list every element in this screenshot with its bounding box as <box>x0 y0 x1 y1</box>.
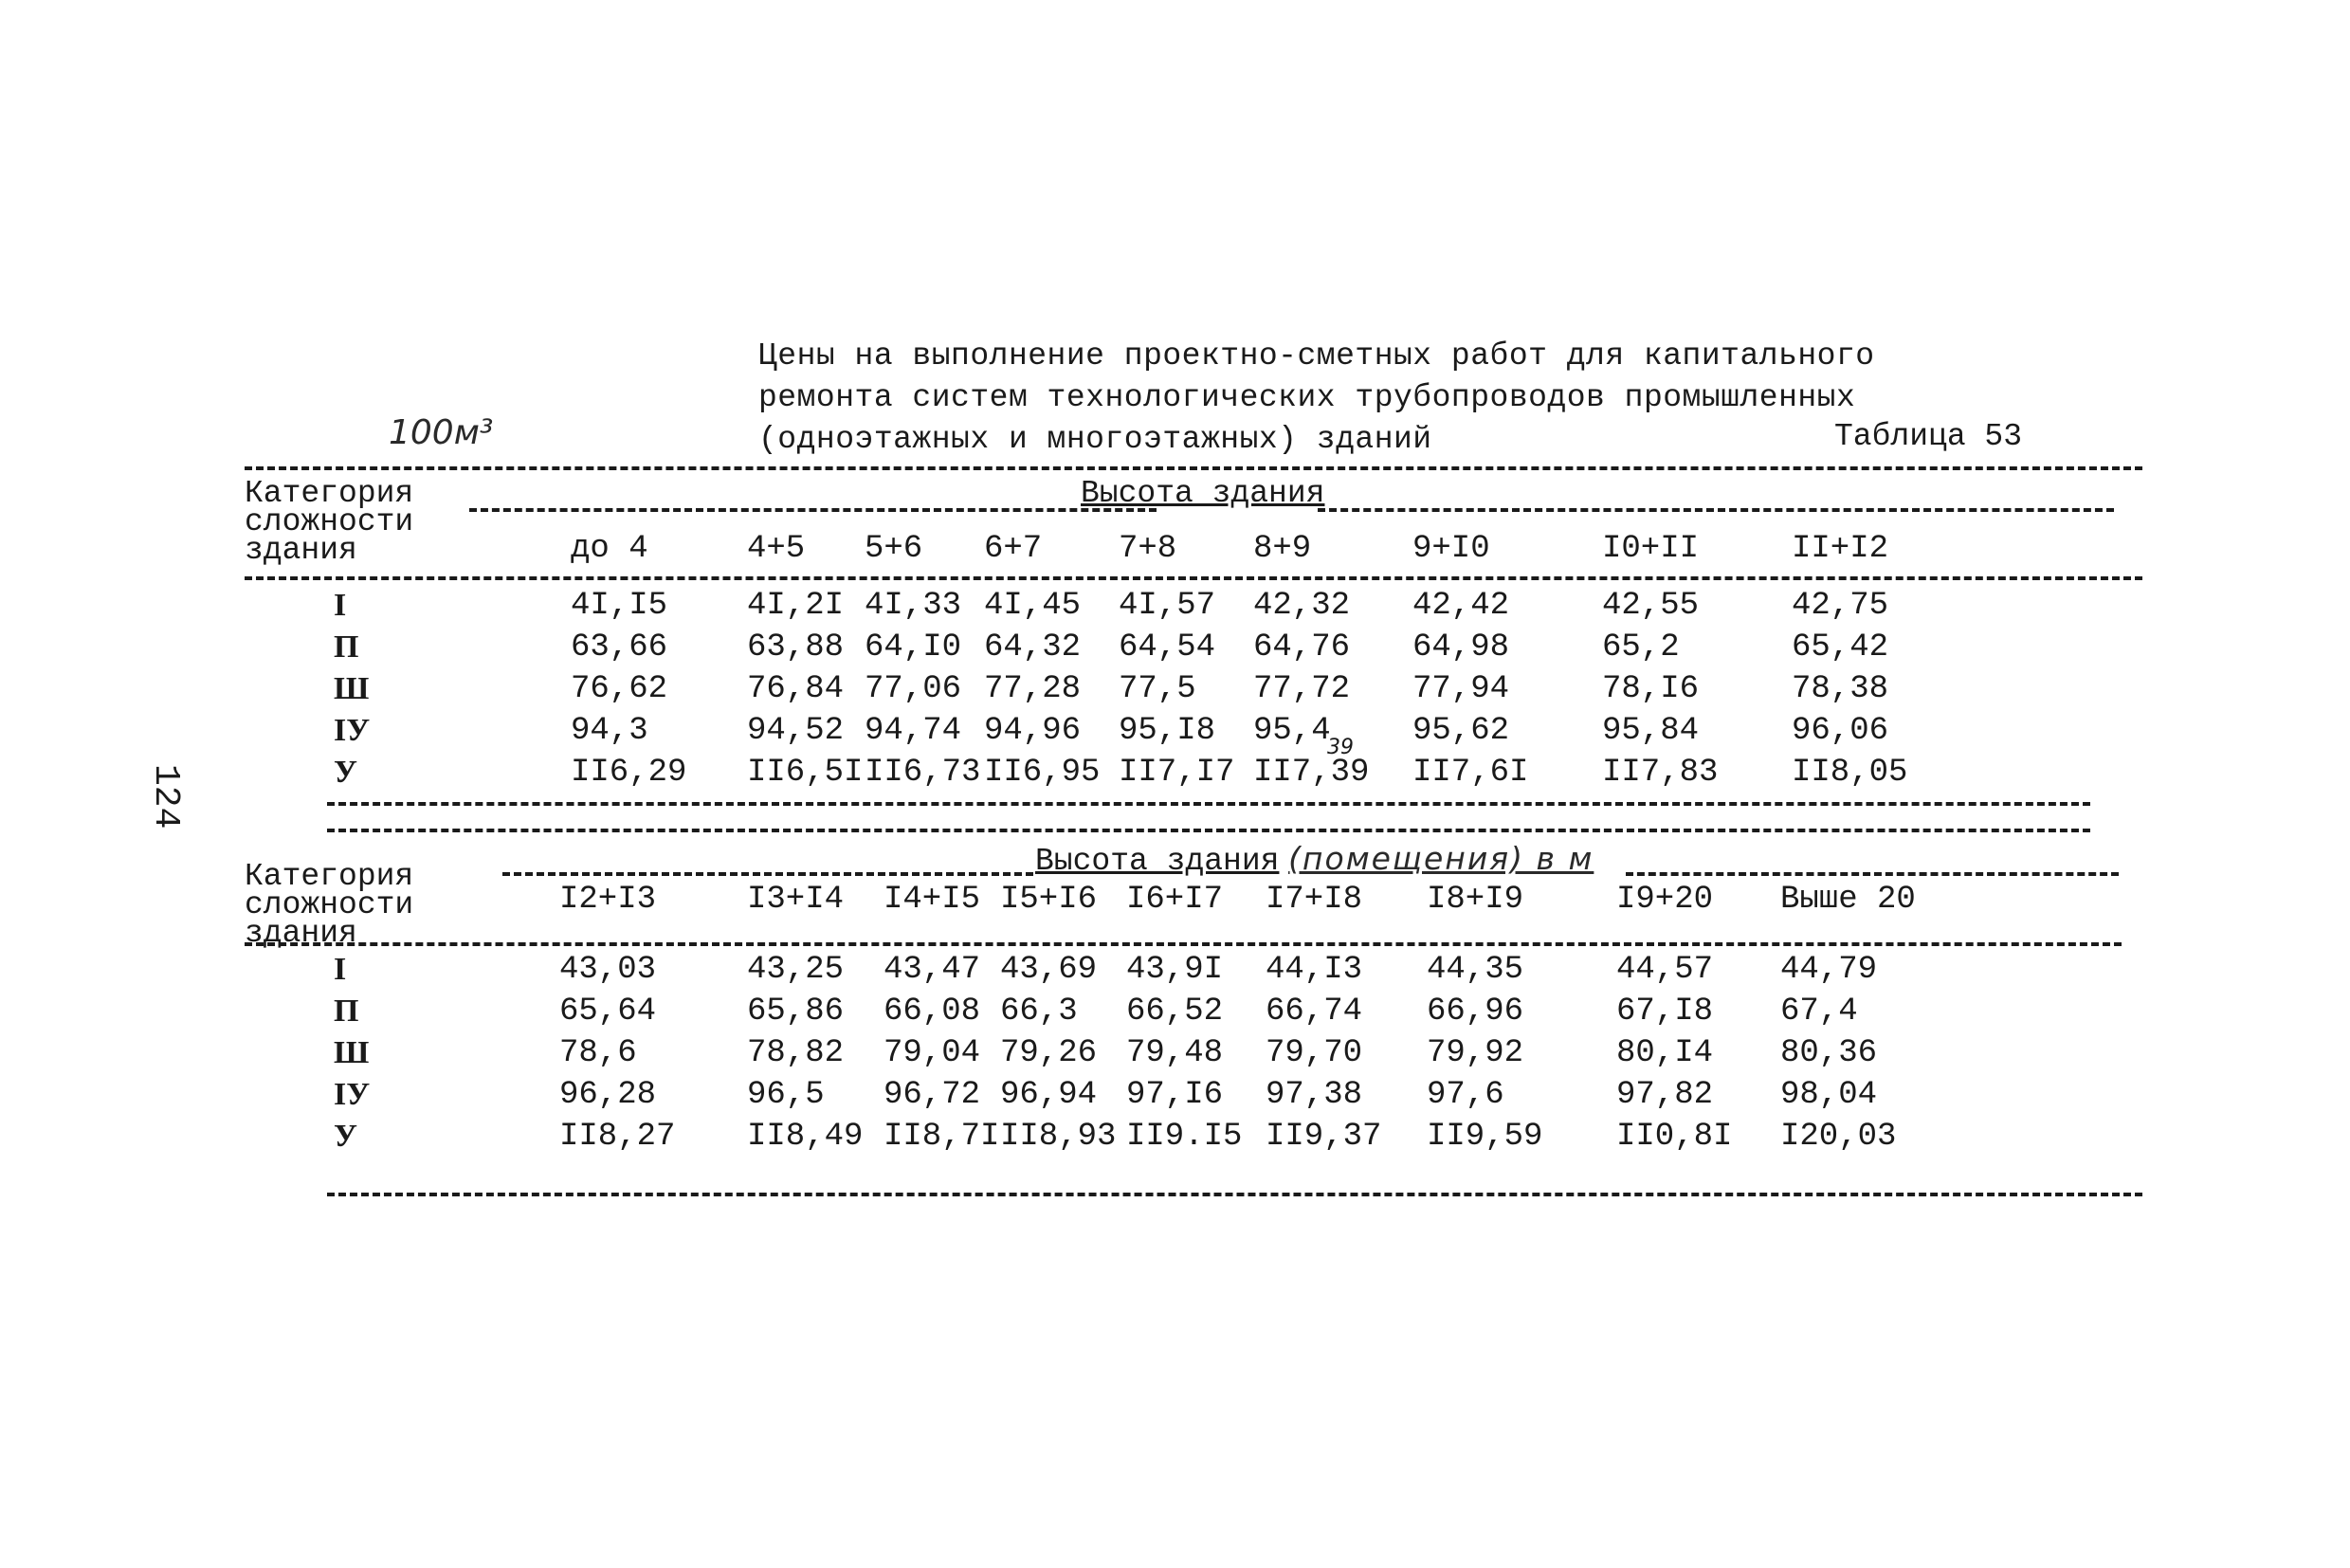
table-cell: II8,93 <box>1000 1119 1117 1155</box>
table-cell: 96,28 <box>559 1077 657 1113</box>
category-header-1 <box>245 476 414 568</box>
table-cell: 80,I4 <box>1616 1035 1714 1071</box>
table-cell: 64,I0 <box>865 629 962 665</box>
table-cell: 94,96 <box>984 713 1082 749</box>
table-cell: 79,04 <box>884 1035 981 1071</box>
table-cell: II6,95 <box>984 755 1101 791</box>
column-header: I6+I7 <box>1126 882 1224 918</box>
group-header-2 <box>1035 840 1594 879</box>
table-cell: II9.I5 <box>1126 1119 1243 1155</box>
table-cell: 44,79 <box>1780 952 1878 988</box>
row-label: IУ <box>334 1077 371 1112</box>
table-cell: 43,69 <box>1000 952 1098 988</box>
table-cell: 67,4 <box>1780 994 1858 1030</box>
rule-table2-bottom <box>327 1193 2142 1196</box>
table-cell: 66,74 <box>1266 994 1363 1030</box>
row-label: Ш <box>334 671 370 706</box>
column-header: I8+I9 <box>1427 882 1524 918</box>
table-cell: 97,82 <box>1616 1077 1714 1113</box>
page-number: 124 <box>145 764 186 830</box>
table-cell: 42,32 <box>1253 588 1351 624</box>
table-cell: 43,47 <box>884 952 981 988</box>
table-cell: 65,2 <box>1602 629 1680 665</box>
table-cell: II9,37 <box>1266 1119 1382 1155</box>
column-header: I0+II <box>1602 531 1700 567</box>
column-header: до 4 <box>571 531 648 567</box>
table-cell: 66,96 <box>1427 994 1524 1030</box>
table-cell: 64,76 <box>1253 629 1351 665</box>
table-cell: 98,04 <box>1780 1077 1878 1113</box>
table-cell: 42,75 <box>1792 588 1889 624</box>
table-cell: II9,59 <box>1427 1119 1543 1155</box>
table-number: Таблица 53 <box>1834 419 2023 454</box>
column-header: 5+6 <box>865 531 923 567</box>
table-cell: 44,I3 <box>1266 952 1363 988</box>
table-cell: 78,I6 <box>1602 671 1700 707</box>
table-cell: 94,52 <box>747 713 845 749</box>
row-label: I <box>334 588 347 623</box>
title-line-3: (одноэтажных и многоэтажных) зданий <box>758 422 1432 457</box>
table-cell: II6,29 <box>571 755 687 791</box>
table-cell: 77,28 <box>984 671 1082 707</box>
table-cell: 79,70 <box>1266 1035 1363 1071</box>
category-header-2 <box>245 859 414 951</box>
table-cell: 96,94 <box>1000 1077 1098 1113</box>
table-cell: 77,72 <box>1253 671 1351 707</box>
table-cell: 4I,45 <box>984 588 1082 624</box>
table-cell: 78,82 <box>747 1035 845 1071</box>
table-cell: 63,66 <box>571 629 668 665</box>
row-label: I <box>334 952 347 987</box>
group-header-2-label: Высота здания <box>1035 844 1280 879</box>
table-cell: 95,84 <box>1602 713 1700 749</box>
table-cell: 77,5 <box>1119 671 1196 707</box>
table-cell: 63,88 <box>747 629 845 665</box>
row-label: У <box>334 755 357 790</box>
group-header-2-handwritten: (помещения) в м <box>1288 840 1594 877</box>
table-cell: 65,42 <box>1792 629 1889 665</box>
table-cell: 65,64 <box>559 994 657 1030</box>
table-cell: 77,94 <box>1412 671 1510 707</box>
row-label: П <box>334 629 359 665</box>
column-header: 8+9 <box>1253 531 1312 567</box>
table-cell: 64,54 <box>1119 629 1216 665</box>
table-cell: 96,72 <box>884 1077 981 1113</box>
column-header: I5+I6 <box>1000 882 1098 918</box>
table-cell: 78,38 <box>1792 671 1889 707</box>
table-cell: II7,83 <box>1602 755 1719 791</box>
table-cell: 66,08 <box>884 994 981 1030</box>
table-cell: II0,8I <box>1616 1119 1733 1155</box>
title-line-1: Цены на выполнение проектно-сметных работ для капитального <box>758 338 1875 374</box>
column-header: 4+5 <box>747 531 806 567</box>
table-cell: II7,I7 <box>1119 755 1235 791</box>
handwritten-correction: 39 <box>1327 736 1354 759</box>
table-cell: 80,36 <box>1780 1035 1878 1071</box>
column-header: 7+8 <box>1119 531 1177 567</box>
table-cell: 94,74 <box>865 713 962 749</box>
table-cell: 76,84 <box>747 671 845 707</box>
table-cell: 79,26 <box>1000 1035 1098 1071</box>
rule-group1-left <box>469 508 1157 512</box>
table-cell: II7,39 <box>1253 755 1370 791</box>
row-label: Ш <box>334 1035 370 1070</box>
table-cell: 44,57 <box>1616 952 1714 988</box>
row-label: У <box>334 1119 357 1154</box>
table-cell: 76,62 <box>571 671 668 707</box>
table-cell: I20,03 <box>1780 1119 1897 1155</box>
group-header-1: Высота здания <box>1081 476 1325 511</box>
table-cell: II6,73 <box>865 755 981 791</box>
column-header: Выше 20 <box>1780 882 1916 918</box>
row-label: IУ <box>334 713 371 748</box>
table-cell: 94,3 <box>571 713 648 749</box>
rule-header2-bottom <box>245 942 2122 946</box>
table-cell: 78,6 <box>559 1035 637 1071</box>
table-cell: 77,06 <box>865 671 962 707</box>
table-cell: 43,03 <box>559 952 657 988</box>
table-cell: II8,27 <box>559 1119 676 1155</box>
category-header-text: Категория сложности здания <box>245 859 414 951</box>
row-label: П <box>334 994 359 1029</box>
table-cell: 43,9I <box>1126 952 1224 988</box>
table-cell: 95,4 <box>1253 713 1331 749</box>
document-title <box>758 336 1875 461</box>
column-header: I3+I4 <box>747 882 845 918</box>
column-header: I9+20 <box>1616 882 1714 918</box>
rule-top <box>245 466 2142 470</box>
rule-table1-bottom-a <box>327 802 2090 806</box>
column-header: I4+I5 <box>884 882 981 918</box>
rule-group1-right <box>1318 508 2114 512</box>
table-cell: 67,I8 <box>1616 994 1714 1030</box>
table-cell: 79,48 <box>1126 1035 1224 1071</box>
table-cell: 79,92 <box>1427 1035 1524 1071</box>
table-cell: 42,42 <box>1412 588 1510 624</box>
rule-group2-right <box>1626 872 2119 876</box>
table-cell: 97,6 <box>1427 1077 1504 1113</box>
table-cell: 66,3 <box>1000 994 1078 1030</box>
column-header: 6+7 <box>984 531 1043 567</box>
table-cell: 44,35 <box>1427 952 1524 988</box>
table-cell: 4I,2I <box>747 588 845 624</box>
table-cell: 4I,57 <box>1119 588 1216 624</box>
table-cell: II6,5I <box>747 755 864 791</box>
table-cell: 64,98 <box>1412 629 1510 665</box>
title-line-2: ремонта систем технологических трубопроводов промышленных <box>758 380 1856 415</box>
table-cell: 95,62 <box>1412 713 1510 749</box>
table-cell: 43,25 <box>747 952 845 988</box>
table-cell: 4I,I5 <box>571 588 668 624</box>
column-header: I7+I8 <box>1266 882 1363 918</box>
column-header: II+I2 <box>1792 531 1889 567</box>
table-cell: II7,6I <box>1412 755 1529 791</box>
column-header: I2+I3 <box>559 882 657 918</box>
table-cell: 4I,33 <box>865 588 962 624</box>
rule-table1-bottom-b <box>327 829 2090 832</box>
table-cell: 95,I8 <box>1119 713 1216 749</box>
rule-group2-left <box>502 872 1033 876</box>
table-cell: 97,I6 <box>1126 1077 1224 1113</box>
table-cell: II8,05 <box>1792 755 1908 791</box>
table-cell: 65,86 <box>747 994 845 1030</box>
table-cell: 96,06 <box>1792 713 1889 749</box>
table-cell: 64,32 <box>984 629 1082 665</box>
table-cell: 42,55 <box>1602 588 1700 624</box>
rule-header1-bottom <box>245 576 2142 580</box>
category-header-text: Категория сложности здания <box>245 476 414 568</box>
column-header: 9+I0 <box>1412 531 1490 567</box>
table-cell: II8,49 <box>747 1119 864 1155</box>
table-cell: II8,7I <box>884 1119 1000 1155</box>
table-cell: 66,52 <box>1126 994 1224 1030</box>
table-cell: 97,38 <box>1266 1077 1363 1113</box>
table-cell: 96,5 <box>747 1077 825 1113</box>
unit-note: 100м³ <box>389 413 494 452</box>
